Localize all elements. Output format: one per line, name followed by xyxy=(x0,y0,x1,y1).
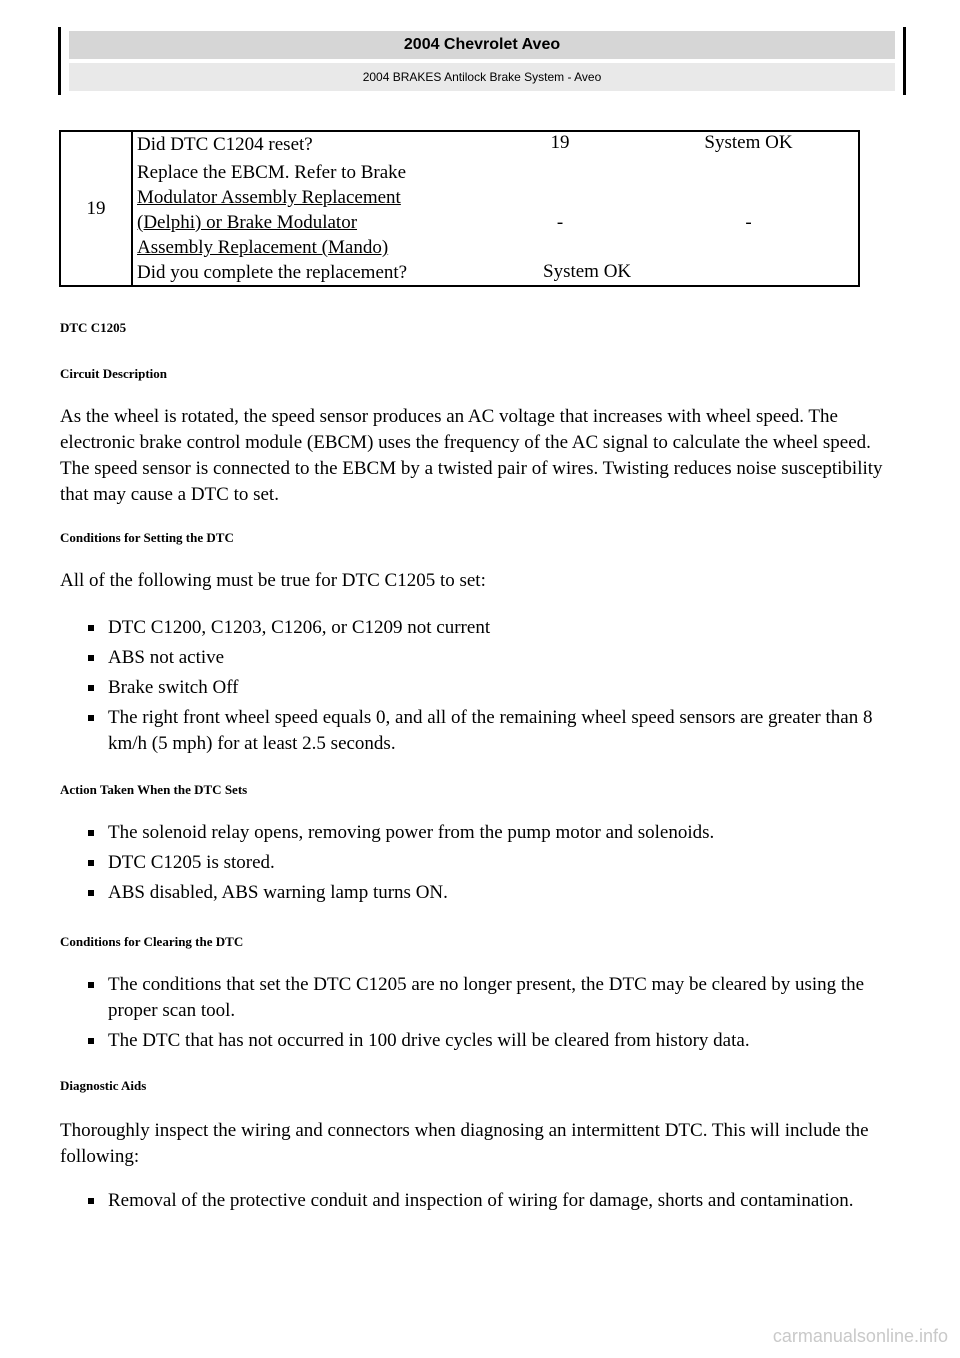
paragraph: All of the following must be true for DTC C1205 to set: xyxy=(60,570,486,591)
list-item: ABS not active xyxy=(88,645,888,671)
list-item: Removal of the protective conduit and inspection of wiring for damage, shorts and contamination. xyxy=(88,1188,888,1214)
list-item: The conditions that set the DTC C1205 are no longer present, the DTC may be cleared by using the proper scan tool. xyxy=(88,972,888,1024)
yes-cell xyxy=(481,160,639,286)
bullet-list xyxy=(88,615,888,761)
action-line: Replace the EBCM. Refer to Brake xyxy=(137,162,407,183)
action-cell xyxy=(132,160,481,286)
replacement-link[interactable]: (Delphi) or Brake Modulator xyxy=(137,212,358,233)
section-heading: Conditions for Clearing the DTC xyxy=(60,934,244,949)
bullet-list xyxy=(88,820,888,910)
header-title: 2004 Chevrolet Aveo xyxy=(69,31,895,59)
section-heading: Circuit Description xyxy=(60,366,167,381)
table-row xyxy=(60,131,859,160)
list-item: The solenoid relay opens, removing power from the pump motor and solenoids. xyxy=(88,820,888,846)
list-item: The right front wheel speed equals 0, and all of the remaining wheel speed sensors are greater than 8 km/h (5 mph) for at least 2.5 seconds. xyxy=(88,705,888,757)
list-item: DTC C1205 is stored. xyxy=(88,850,888,876)
section-heading: DTC C1205 xyxy=(60,320,127,335)
page-header xyxy=(58,27,906,95)
action-cell: Did DTC C1204 reset? xyxy=(137,134,313,155)
section-heading: Conditions for Setting the DTC xyxy=(60,530,234,545)
list-item: ABS disabled, ABS warning lamp turns ON. xyxy=(88,880,888,906)
section-heading: Diagnostic Aids xyxy=(60,1078,147,1093)
diagnostic-table xyxy=(59,130,860,287)
replacement-link[interactable]: Assembly Replacement (Mando) xyxy=(137,237,389,258)
yes-cell: 19 xyxy=(550,132,570,153)
action-question: Did you complete the replacement? xyxy=(137,262,408,283)
watermark: carmanualsonline.info xyxy=(772,1326,948,1346)
no-cell: System OK xyxy=(704,132,793,153)
no-cell: - xyxy=(745,211,752,233)
yes-value: - xyxy=(556,211,564,233)
list-item: The DTC that has not occurred in 100 drive cycles will be cleared from history data. xyxy=(88,1028,888,1054)
list-item: DTC C1200, C1203, C1206, or C1209 not current xyxy=(88,615,888,641)
paragraph: As the wheel is rotated, the speed sensor produces an AC voltage that increases with wheel speed. The electronic brake control module (EBCM) uses the frequency of the AC signal to calculate the wheel speed. The speed sensor is connected to the EBCM by a twisted pair of wires. Twisting reduces noise susceptibility that may cause a DTC to set. xyxy=(60,406,883,505)
paragraph: Thoroughly inspect the wiring and connectors when diagnosing an intermittent DTC. This will include the following: xyxy=(60,1120,869,1167)
step-number: 19 xyxy=(60,131,132,286)
header-subtitle: 2004 BRAKES Antilock Brake System - Aveo xyxy=(69,63,895,91)
table-row xyxy=(60,160,859,286)
bullet-list xyxy=(88,972,888,1058)
replacement-link[interactable]: Modulator Assembly Replacement xyxy=(137,187,401,208)
bullet-list xyxy=(88,1188,888,1218)
list-item: Brake switch Off xyxy=(88,675,888,701)
section-heading: Action Taken When the DTC Sets xyxy=(60,782,248,797)
result-text: System OK xyxy=(543,261,632,282)
